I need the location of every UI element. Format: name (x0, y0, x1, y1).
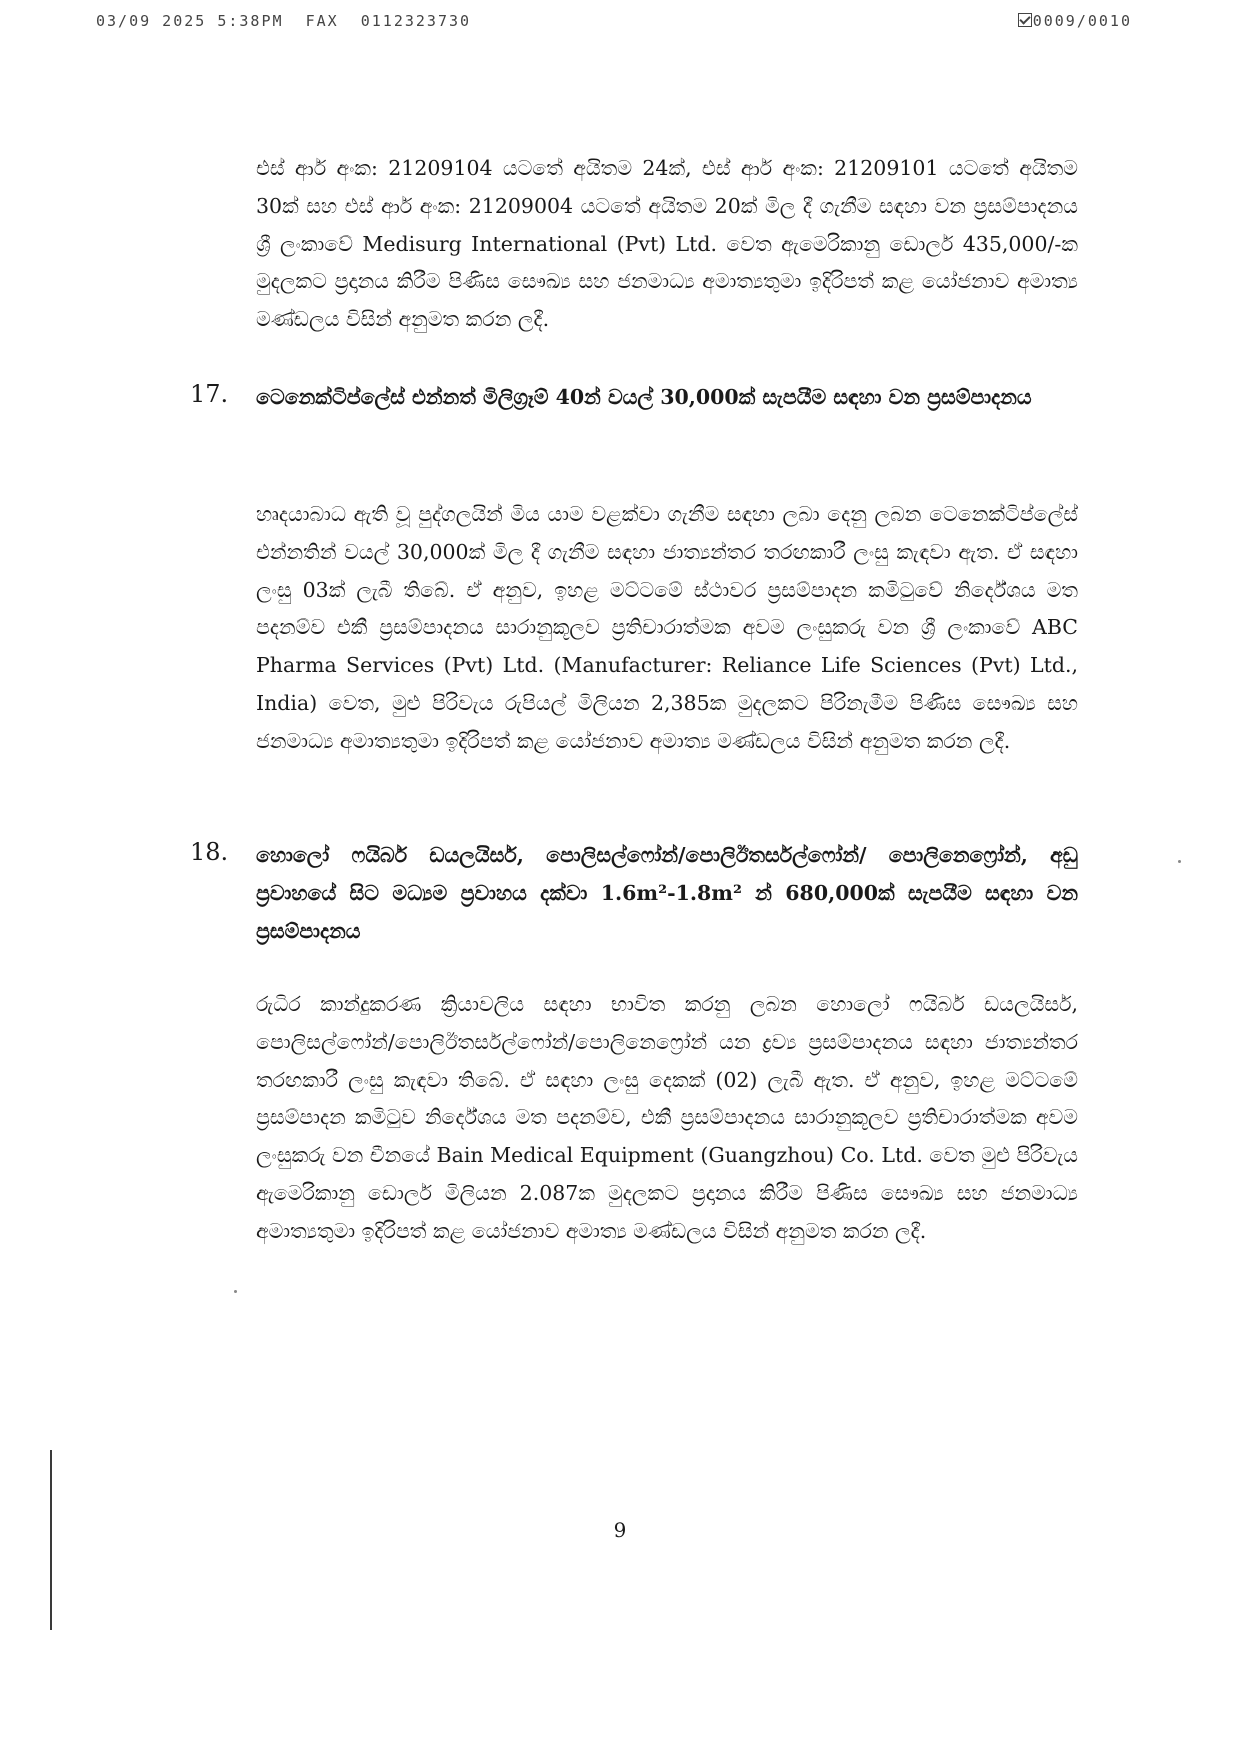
page-number: 9 (613, 1518, 627, 1542)
item-number: 18. (190, 838, 229, 866)
scan-artifact-dot (1178, 860, 1181, 863)
item-body: රුධිර කාන්දුකරණ ක්‍රියාවලිය සඳහා භාවිත කරනු ලබන හොලෝ ෆයිබර් ඩයලයිසර්, පොලිසල්ෆෝන්/පොලිඊතර්සල්ෆෝන්/පොලිනෙෆ්‍රෝන් යන ද්‍රව්‍ය ප්‍රසම්පාදනය සඳහා ජාත්‍යන්තර තරඟකාරී ලංසු කැඳවා තිබේ. ඒ සඳහා ලංසු දෙකක් (02) ලැබී ඇත. ඒ අනුව, ඉහළ මට්ටමේ ප්‍රසම්පාදන කමිටුව නිර්දේශය මත පදනම්ව, එකී ප්‍රසම්පාදනය සාරානුකූලව ප්‍රතිචාරාත්මක අවම ලංසුකරු වන චීනයේ Bain Medical Equipment (Guangzhou) Co. Ltd. වෙත මුළු පිරිවැය ඇමෙරිකානු ඩොලර් මිලියන 2.087ක මුදලකට ප්‍රදානය කිරීම පිණිස සෞඛ්‍ය සහ ජනමාධ්‍ය අමාත්‍යතුමා ඉදිරිපත් කළ යෝජනාව අමාත්‍ය මණ්ඩලය විසින් අනුමත කරන ලදී. (256, 992, 1078, 1243)
fax-transmission-info: 03/09 2025 5:38PM FAX 0112323730 (96, 12, 472, 30)
scan-artifact-dot (234, 1290, 237, 1293)
scan-artifact-line (50, 1450, 52, 1630)
fax-page-counter (1018, 12, 1132, 30)
item-heading: හොලෝ ෆයිබර් ඩයලයිසර්, පොලිසල්ෆෝන්/පොලිඊතර්සල්ෆෝන්/ පොලිනෙෆ්‍රෝන්, අඩු ප්‍රවාහයේ සිට මධ්‍යම ප්‍රවාහය දක්වා 1.6m²-1.8m² න් 680,000ක් සැපයීම සඳහා වන ප්‍රසම්පාදනය (256, 843, 1078, 943)
fax-header (0, 12, 1240, 38)
checkbox-icon (1018, 13, 1032, 27)
item-heading: ටෙනෙක්ටිප්ලේස් එන්නත් මිලිග්‍රෑම් 40න් වයල් 30,000ක් සැපයීම සඳහා වන ප්‍රසම්පාදනය (256, 385, 1032, 409)
intro-paragraph: එස් ආර් අංක: 21209104 යටතේ අයිතම 24ක්, එස් ආර් අංක: 21209101 යටතේ අයිතම 30ක් සහ එස් ආර් අංක: 21209004 යටතේ අයිතම 20ක් මිල දී ගැනීම සඳහා වන ප්‍රසම්පාදනය ශ්‍රී ලංකාවේ Medisurg International (Pvt) Ltd. වෙත ඇමෙරිකානු ඩොලර් 435,000/-ක මුදලකට ප්‍රදානය කිරීම පිණිස සෞඛ්‍ය සහ ජනමාධ්‍ය අමාත්‍යතුමා ඉදිරිපත් කළ යෝජනාව අමාත්‍ය මණ්ඩලය විසින් අනුමත කරන ලදී. (256, 156, 1078, 332)
fax-page-count: 0009/0010 (1032, 12, 1132, 30)
item-number: 17. (190, 380, 229, 408)
item-body: හෘදයාබාධ ඇති වූ පුද්ගලයින් මිය යාම වළක්වා ගැනීම සඳහා ලබා දෙනු ලබන ටෙනෙක්ටිප්ලේස් එන්නතින් වයල් 30,000ක් මිල දී ගැනීම සඳහා ජාත්‍යන්තර තරඟකාරී ලංසු කැඳවා ඇත. ඒ සඳහා ලංසු 03ක් ලැබී තිබේ. ඒ අනුව, ඉහළ මට්ටමේ ස්ථාවර ප්‍රසම්පාදන කමිටුවේ නිර්දේශය මත පදනම්ව එකී ප්‍රසම්පාදනය සාරානුකූලව ප්‍රතිචාරාත්මක අවම ලංසුකරු වන ශ්‍රී ලංකාවේ ABC Pharma Services (Pvt) Ltd. (Manufacturer: Reliance Life Sciences (Pvt) Ltd., India) වෙත, මුළු පිරිවැය රුපියල් මිලියන 2,385ක මුදලකට පිරිනැමීම පිණිස සෞඛ්‍ය සහ ජනමාධ්‍ය අමාත්‍යතුමා ඉදිරිපත් කළ යෝජනාව අමාත්‍ය මණ්ඩලය විසින් අනුමත කරන ලදී. (256, 502, 1078, 753)
